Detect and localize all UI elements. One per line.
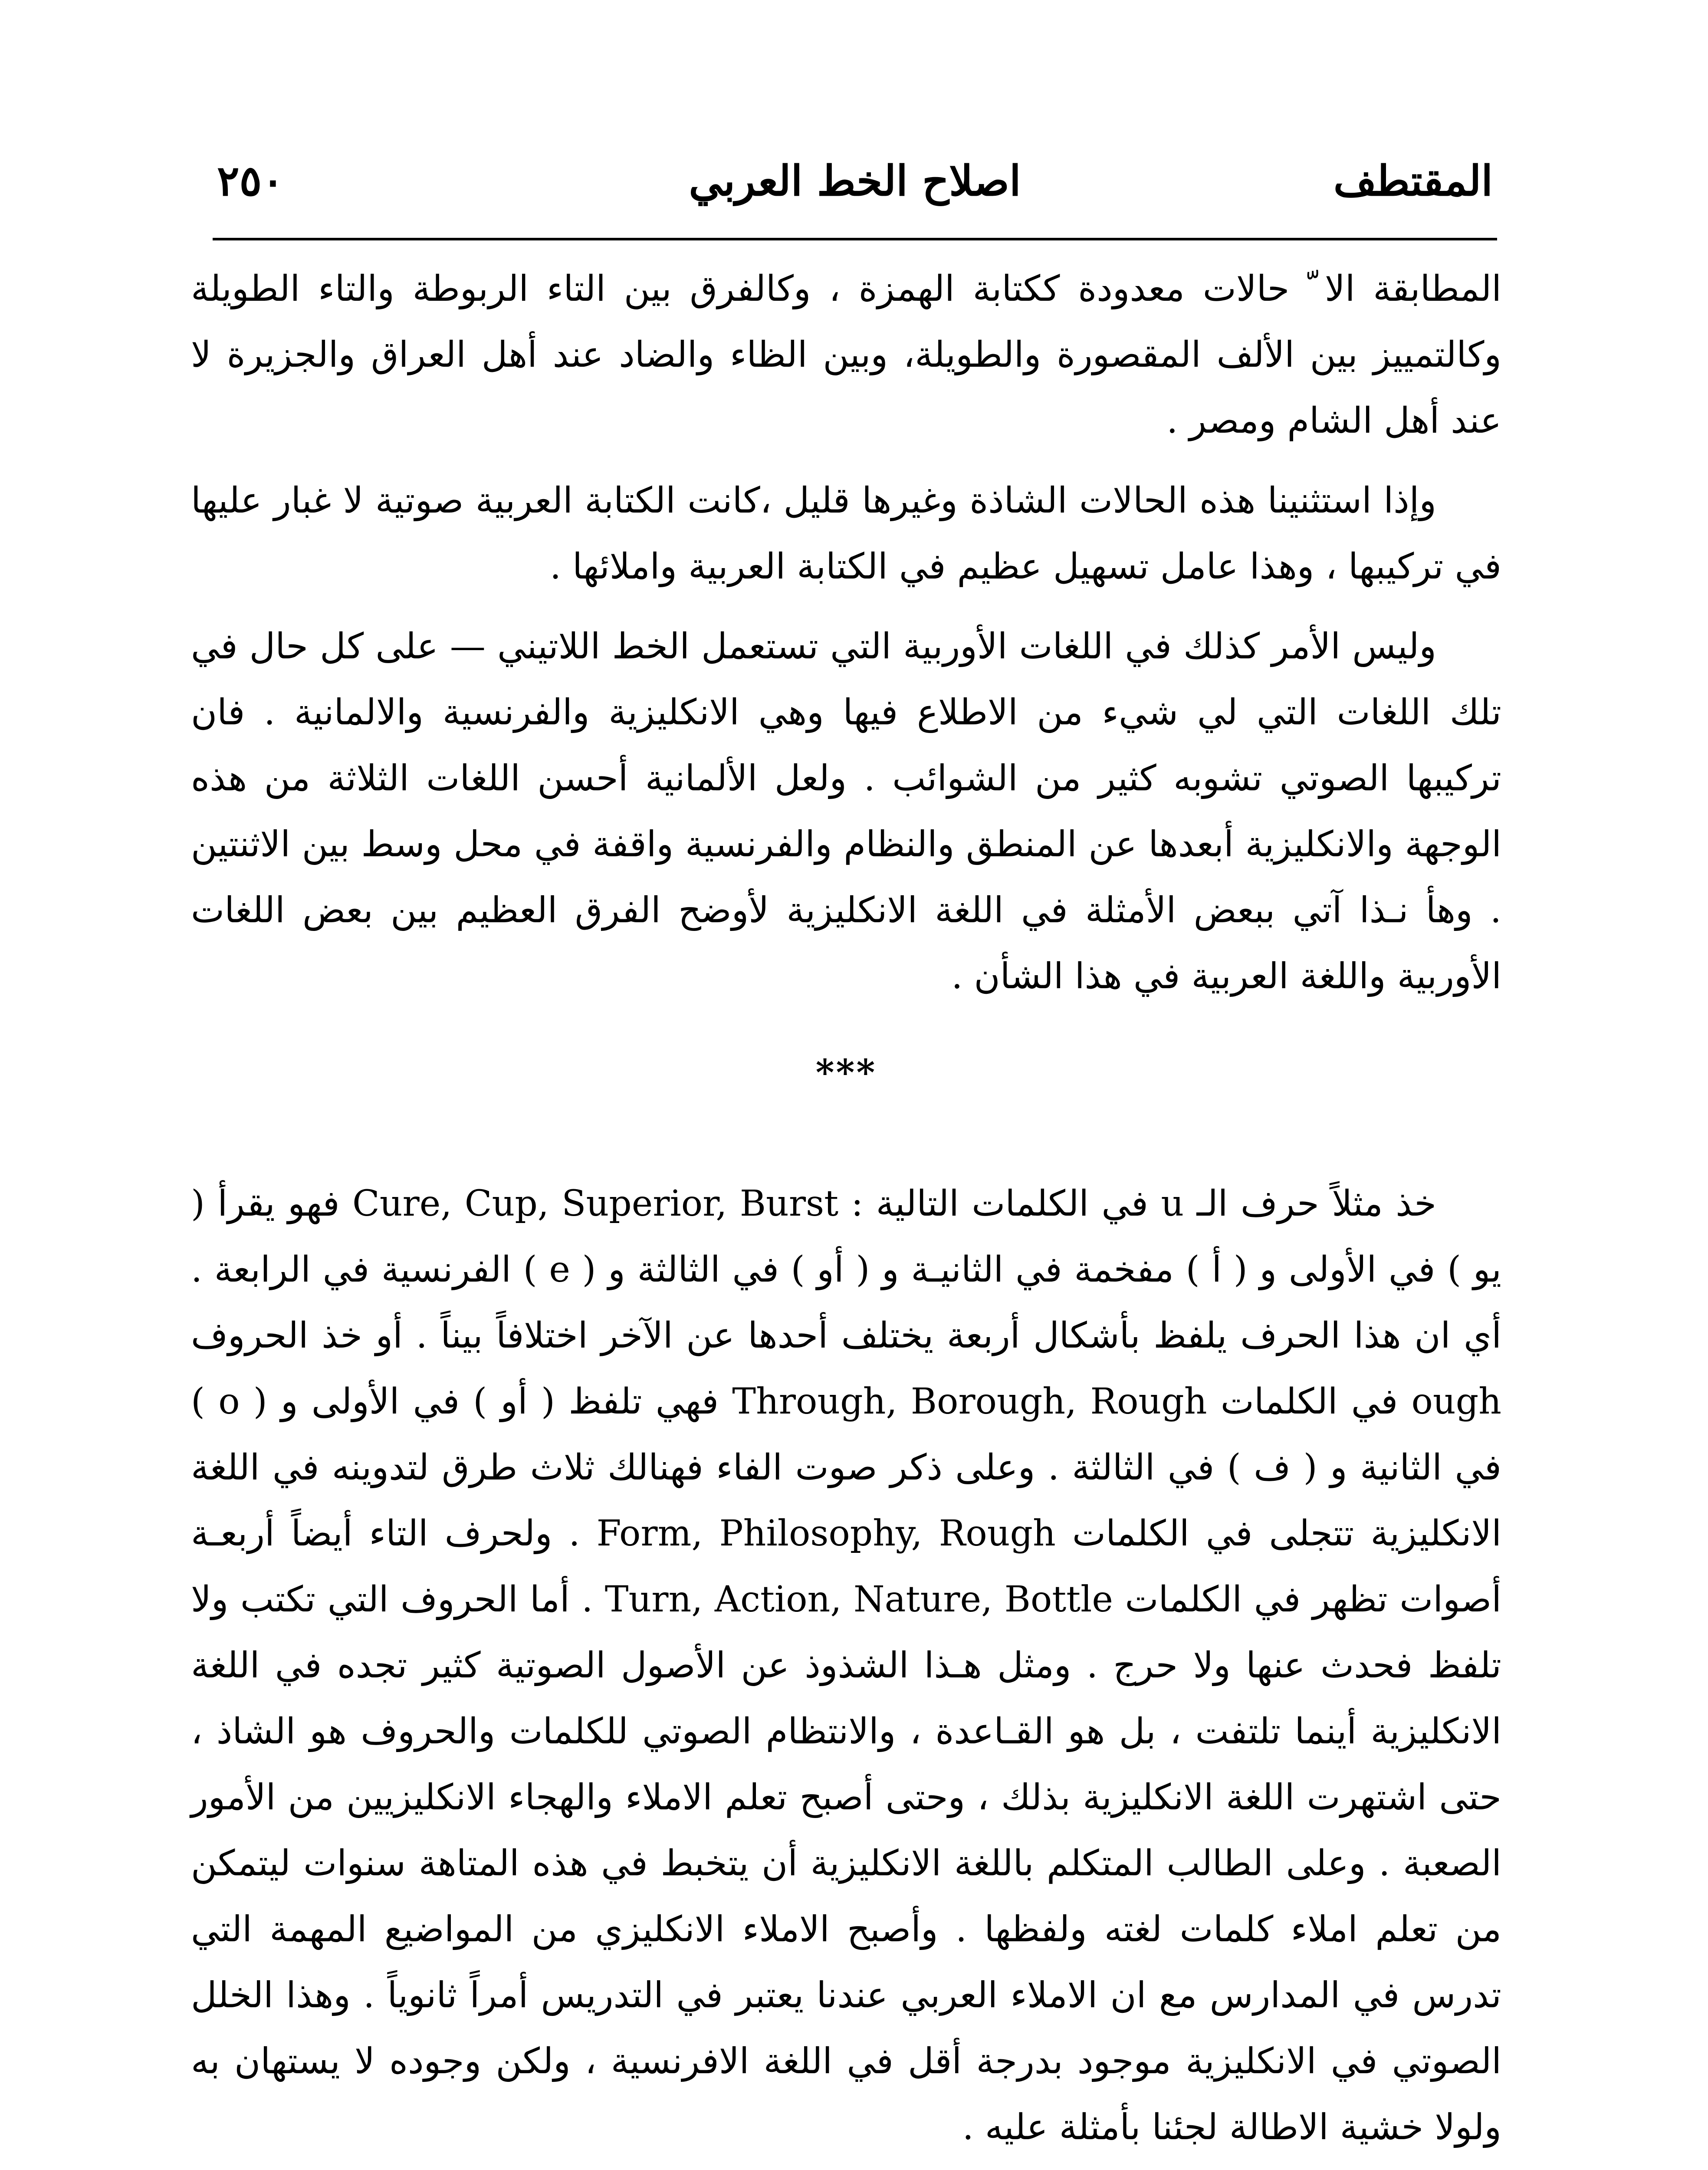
page-header — [217, 156, 1493, 226]
latin-word: e — [549, 1249, 570, 1290]
journal-name: المقتطف — [1333, 156, 1493, 205]
text-run: فهو يقرأ ( يو ) في الأولى و ( أ ) مفخمة في الثانيـة و ( أو ) في الثالثة و ( — [191, 1183, 1501, 1290]
latin-word: u — [1161, 1183, 1184, 1224]
page-number: ٢٥٠ — [217, 156, 284, 205]
text-run: . أما الحروف التي تكتب ولا تلفظ فحدث عنها ولا حرج . ومثل هـذا الشذوذ عن الأصول الصوتية كثير تجده في اللغة الانكليزية أينما تلتفت ، بل هو القـاعدة ، والانتظام الصوتي للكلمات والحروف هو الشاذ ، حتى اشتهرت اللغة الانكليزية بذلك ، وحتى أصبح تعلم الاملاء والهجاء الانكليزيين من الأمور الصعبة . وعلى الطالب المتكلم باللغة الانكليزية أن يتخبط في هذه المتاهة سنوات ليتمكن من تعلم املاء كلمات لغته ولفظها . وأصبح الاملاء الانكليزي من المواضيع المهمة التي تدرس في المدارس مع ان الاملاء العربي عندنا يعتبر في التدريس أمراً ثانوياً . وهذا الخلل الصوتي في الانكليزية موجود بدرجة أقل في اللغة الافرنسية ، ولكن وجوده لا يستهان به ولولا خشية الاطالة لجئنا بأمثلة عليه . — [191, 1579, 1501, 2148]
latin-words: Cure, Cup, Superior, Burst — [352, 1183, 839, 1224]
text-run: فهي تلفظ ( أو ) في الأولى و ( — [240, 1381, 732, 1422]
article-title: اصلاح الخط العربي — [689, 156, 1021, 205]
paragraph-4 — [191, 1171, 1501, 2160]
text-run: ) الفرنسية في الرابعة . أي ان هذا الحرف يلفظ بأشكال أربعة يختلف أحدها عن الآخر اختلافاً بيناً . أو خذ الحروف — [191, 1249, 1501, 1356]
text-run: ) في الثانية و ( ف ) في الثالثة . وعلى ذكر صوت الفاء فهنالك ثلاث طرق لتدوينه في اللغة الانكليزية تتجلى في الكلمات — [191, 1381, 1502, 1554]
paragraph-1: المطابقة الا ّ حالات معدودة ككتابة الهمزة ، وكالفرق بين التاء الربوطة والتاء الطويلة وكالتمييز بين الألف المقصورة والطويلة، وبين الظاء والضاد عند أهل العراق والجزيرة لا عند أهل الشام ومصر . — [191, 268, 1501, 441]
paragraph-3: وليس الأمر كذلك في اللغات الأوربية التي تستعمل الخط اللاتيني — على كل حال في تلك اللغات التي لي شيء من الاطلاع فيها وهي الانكليزية والفرنسية والالمانية . فان تركيبها الصوتي تشوبه كثير من الشوائب . ولعل الألمانية أحسن اللغات الثلاثة من هذه الوجهة والانكليزية أبعدها عن المنطق والنظام والفرنسية واقفة في محل وسط بين الاثنتين . وهأ نـذا آتي ببعض الأمثلة في اللغة الانكليزية لأوضح الفرق العظيم بين بعض اللغات الأوربية واللغة العربية في هذا الشأن . — [191, 626, 1501, 997]
text-run: في الكلمات — [1207, 1381, 1412, 1422]
text-run: . ولحرف التاء أيضاً أربعـة أصوات تظهر في الكلمات — [191, 1513, 1501, 1620]
latin-words: Form, Philosophy, Rough — [596, 1513, 1056, 1554]
text-run: خذ مثلاً حرف الـ — [1184, 1183, 1436, 1224]
latin-words: Through, Borough, Rough — [732, 1381, 1207, 1422]
latin-word: ough — [1411, 1381, 1501, 1422]
latin-words: Turn, Action, Nature, Bottle — [604, 1579, 1113, 1620]
latin-word: o — [218, 1381, 240, 1422]
paragraph-2: وإذا استثنينا هذه الحالات الشاذة وغيرها قليل ،كانت الكتابة العربية صوتية لا غبار عليها في تركيبها ، وهذا عامل تسهيل عظيم في الكتابة العربية واملائها . — [191, 480, 1501, 587]
header-rule — [213, 238, 1497, 240]
article-body — [191, 256, 1501, 2170]
text-run: في الكلمات التالية : — [838, 1183, 1161, 1224]
section-separator: *** — [815, 1052, 877, 1094]
